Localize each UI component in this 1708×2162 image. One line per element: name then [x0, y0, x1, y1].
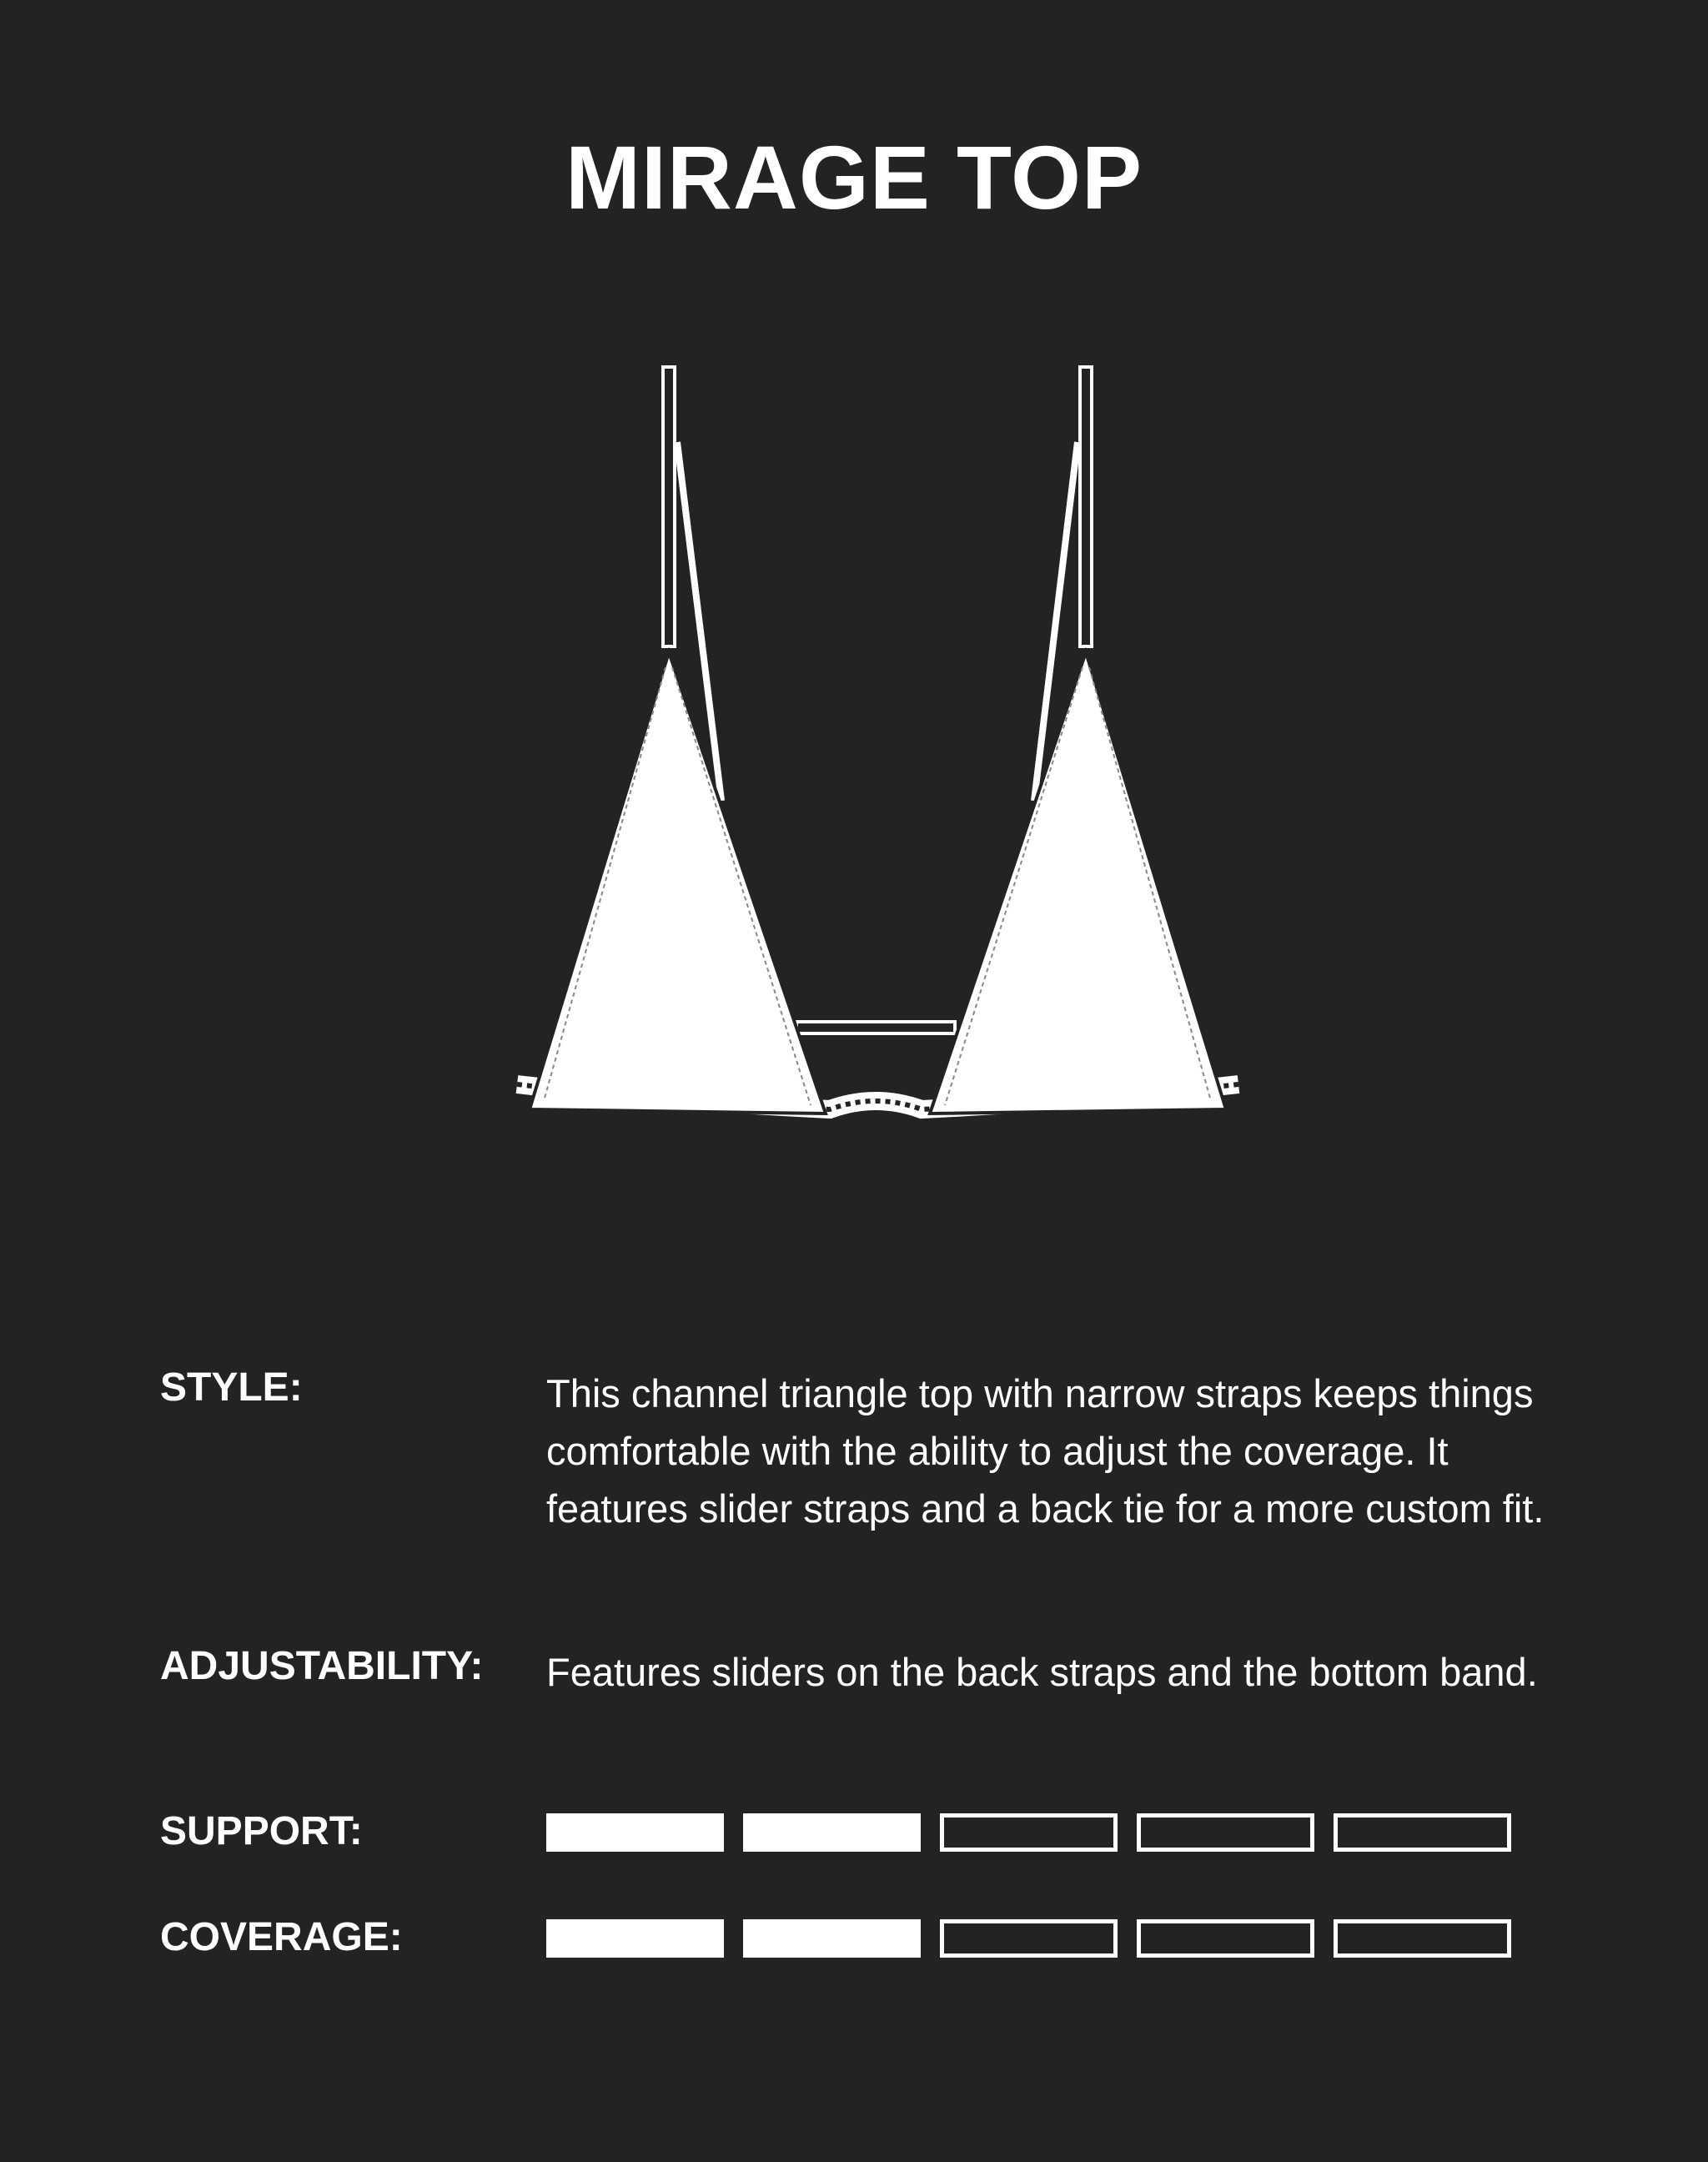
rating-segment-empty — [1137, 1919, 1314, 1958]
support-label: SUPPORT: — [160, 1809, 363, 1853]
bikini-top-illustration — [492, 359, 1251, 1159]
coverage-label: COVERAGE: — [160, 1915, 403, 1959]
rating-segment-empty — [1137, 1813, 1314, 1852]
rating-segment-filled — [743, 1813, 921, 1852]
product-title: MIRAGE TOP — [565, 127, 1143, 228]
rating-segment-filled — [743, 1919, 921, 1958]
rating-segment-empty — [1334, 1813, 1511, 1852]
style-label: STYLE: — [160, 1365, 303, 1410]
adjustability-text: Features sliders on the back straps and the bottom band. — [546, 1650, 1538, 1694]
rating-segment-empty — [940, 1813, 1118, 1852]
support-rating — [546, 1813, 1511, 1852]
rating-segment-empty — [1334, 1919, 1511, 1958]
rating-segment-empty — [940, 1919, 1118, 1958]
adjustability-label: ADJUSTABILITY: — [160, 1644, 484, 1688]
style-text: This channel triangle top with narrow straps keeps things comfortable with the ability to adjust the coverage. It features slider straps and a back tie for a more custom fit. — [546, 1371, 1545, 1531]
rating-segment-filled — [546, 1919, 724, 1958]
rating-segment-filled — [546, 1813, 724, 1852]
coverage-rating — [546, 1919, 1511, 1958]
